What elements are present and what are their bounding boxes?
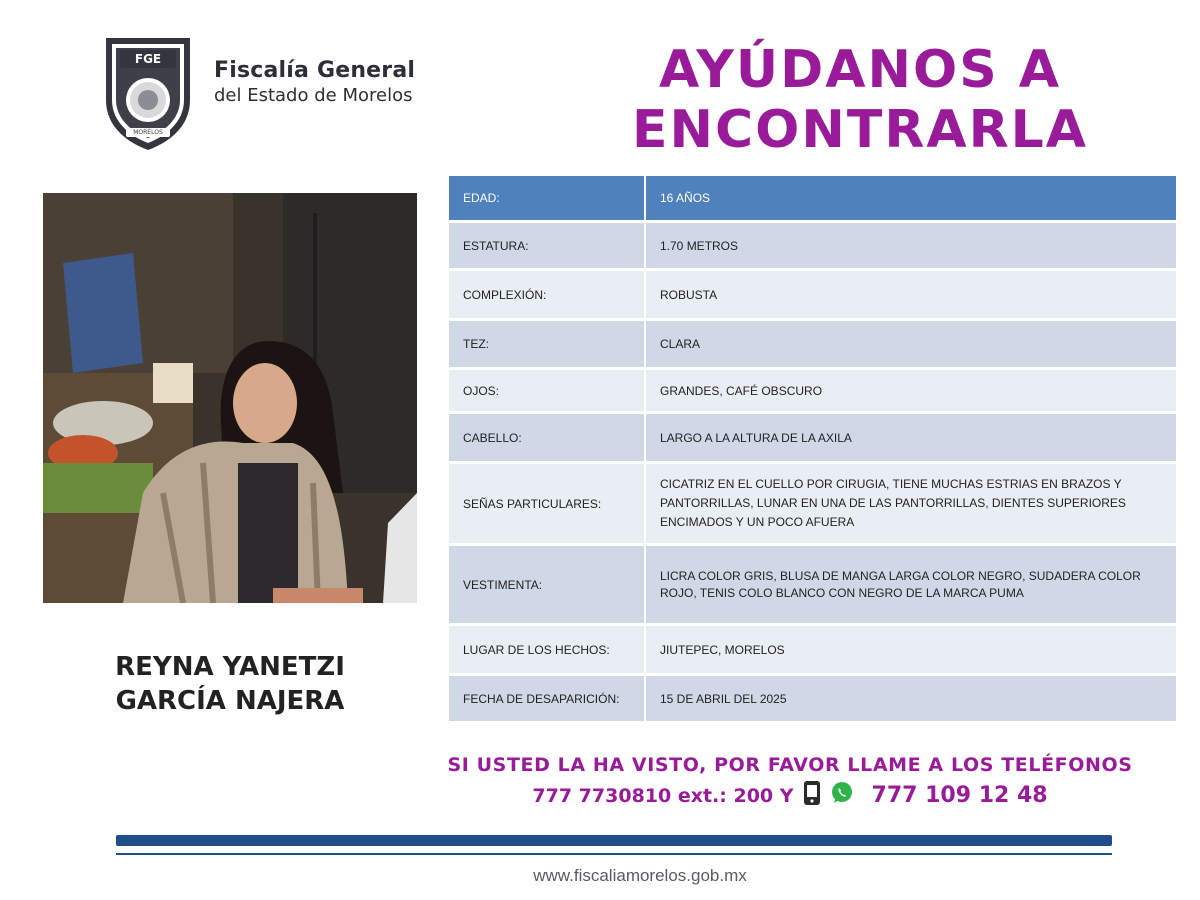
footer-divider [116, 853, 1112, 855]
logo-text [214, 58, 415, 106]
table-row [449, 546, 1176, 626]
phone-number-2[interactable]: 777 109 12 48 [871, 783, 1048, 808]
detail-value: 16 AÑOS [646, 176, 1176, 223]
detail-label: TEZ: [449, 321, 646, 370]
detail-label: EDAD: [449, 176, 646, 223]
phone-number-1[interactable]: 777 7730810 ext.: 200 Y [532, 784, 794, 807]
fge-logo-badge [100, 34, 196, 152]
table-row [449, 223, 1176, 271]
mobile-phone-icon [802, 780, 822, 811]
detail-value: JIUTEPEC, MORELOS [646, 626, 1176, 676]
detail-label: FECHA DE DESAPARICIÓN: [449, 676, 646, 724]
photo-illustration [43, 193, 417, 603]
table-row [449, 464, 1176, 546]
logo-badge-text: FGE [134, 52, 162, 66]
phone-numbers [440, 780, 1140, 811]
detail-label: CABELLO: [449, 414, 646, 464]
table-row [449, 676, 1176, 724]
detail-value: GRANDES, CAFÉ OBSCURO [646, 370, 1176, 414]
table-row [449, 176, 1176, 223]
table-row [449, 271, 1176, 321]
detail-label: OJOS: [449, 370, 646, 414]
table-row [449, 414, 1176, 464]
detail-value: LARGO A LA ALTURA DE LA AXILA [646, 414, 1176, 464]
table-row [449, 626, 1176, 676]
headline-line2: ENCONTRARLA [631, 100, 1089, 160]
table-row [449, 321, 1176, 370]
detail-value: CICATRIZ EN EL CUELLO POR CIRUGIA, TIENE MUCHAS ESTRIAS EN BRAZOS Y PANTORRILLAS, LUNAR EN UNA DE LAS PANTORRILLAS, DIENTES SUPERIORES ENCIMADOS Y UN POCO AFUERA [646, 464, 1176, 546]
detail-value: ROBUSTA [646, 271, 1176, 321]
detail-value: 1.70 METROS [646, 223, 1176, 271]
name-line2: GARCÍA NAJERA [115, 686, 345, 716]
detail-label: COMPLEXIÓN: [449, 271, 646, 321]
headline [560, 40, 1160, 160]
table-row [449, 370, 1176, 414]
call-to-action: SI USTED LA HA VISTO, POR FAVOR LLAME A LOS TELÉFONOS [447, 754, 1133, 776]
logo-subtitle: del Estado de Morelos [214, 85, 413, 106]
website-link[interactable]: www.fiscaliamorelos.gob.mx [533, 866, 747, 885]
missing-person-photo [43, 193, 417, 603]
detail-label: ESTATURA: [449, 223, 646, 271]
detail-value: 15 DE ABRIL DEL 2025 [646, 676, 1176, 724]
detail-label: SEÑAS PARTICULARES: [449, 464, 646, 546]
detail-value: CLARA [646, 321, 1176, 370]
headline-line1: AYÚDANOS A [658, 40, 1062, 100]
logo-title: Fiscalía General [214, 58, 416, 83]
logo-badge-bottom-text: MORELOS [133, 129, 163, 136]
detail-label: VESTIMENTA: [449, 546, 646, 626]
detail-value: LICRA COLOR GRIS, BLUSA DE MANGA LARGA COLOR NEGRO, SUDADERA COLOR ROJO, TENIS COLO BLANCO CON NEGRO DE LA MARCA PUMA [646, 546, 1176, 626]
footer-bar [116, 835, 1112, 846]
missing-person-name [60, 650, 400, 718]
details-table [449, 176, 1176, 724]
detail-label: LUGAR DE LOS HECHOS: [449, 626, 646, 676]
whatsapp-icon [830, 781, 854, 810]
name-line1: REYNA YANETZI [115, 652, 345, 682]
